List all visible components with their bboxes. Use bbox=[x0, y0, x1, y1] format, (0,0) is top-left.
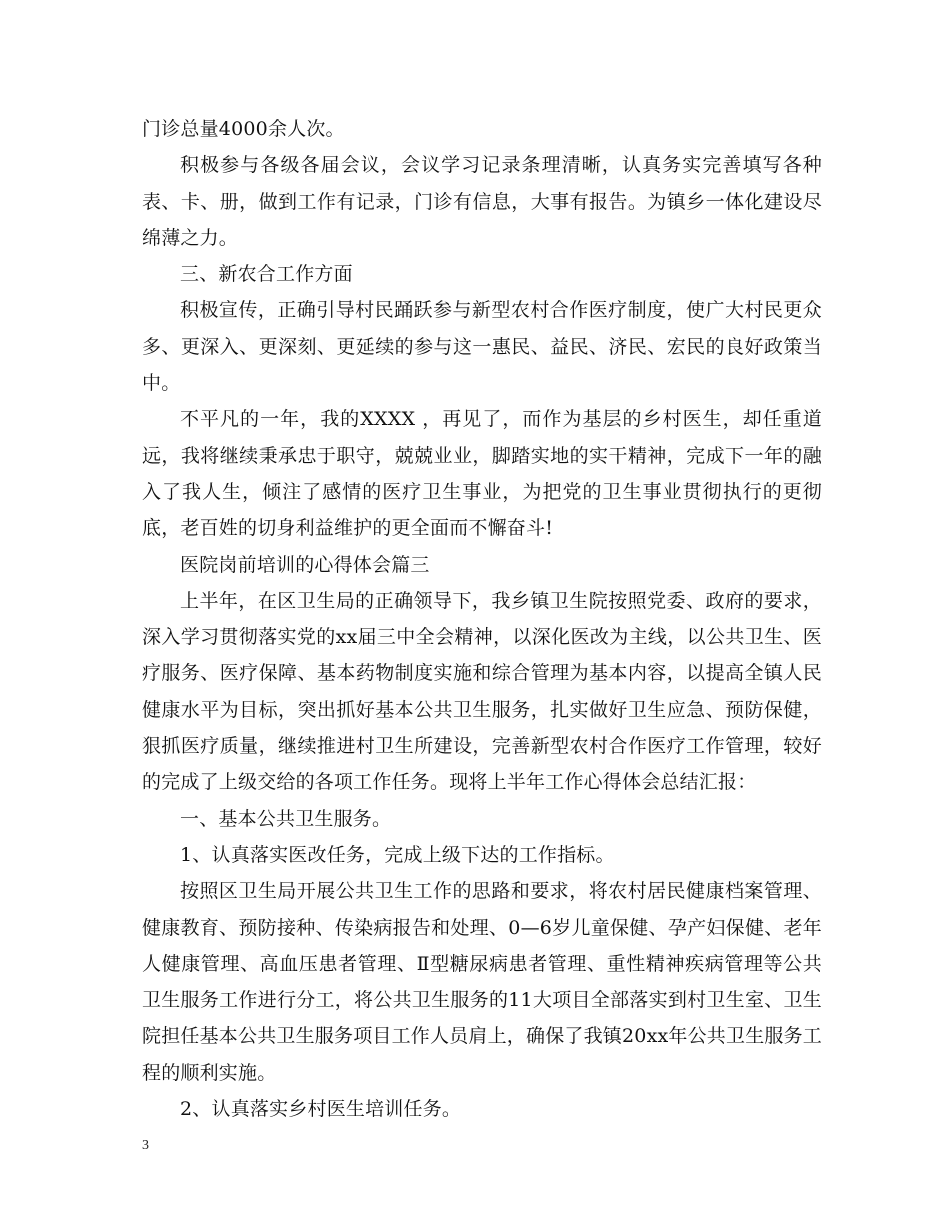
paragraph: 上半年，在区卫生局的正确领导下，我乡镇卫生院按照党委、政府的要求，深入学习贯彻落实党的xx届三中全会精神，以深化医改为主线，以公共卫生、医疗服务、医疗保障、基本药物制度实施和综合管理为基本内容，以提高全镇人民健康水平为目标，突出抓好基本公共卫生服务，扎实做好卫生应急、预防保健，狠抓医疗质量，继续推进村卫生所建设，完善新型农村合作医疗工作管理，较好的完成了上级交给的各项工作任务。现将上半年工作心得体会总结汇报： bbox=[142, 589, 822, 794]
paragraph: 积极参与各级各届会议，会议学习记录条理清晰，认真务实完善填写各种表、卡、册，做到工作有记录，门诊有信息，大事有报告。为镇乡一体化建设尽绵薄之力。 bbox=[142, 154, 822, 249]
section-heading: 三、新农合工作方面 bbox=[180, 263, 353, 286]
paragraph: 按照区卫生局开展公共卫生工作的思路和要求，将农村居民健康档案管理、健康教育、预防接种、传染病报告和处理、0—6岁儿童保健、孕产妇保健、老年人健康管理、高血压患者管理、Ⅱ型糖尿病患者管理、重性精神疾病管理等公共卫生服务工作进行分工，将公共卫生服务的11大项目全部落实到村卫生室、卫生院担任基本公共卫生服务项目工作人员肩上，确保了我镇20xx年公共卫生服务工程的顺利实施。 bbox=[142, 880, 823, 1084]
subsection-heading: 1、认真落实医改任务，完成上级下达的工作指标。 bbox=[180, 843, 615, 866]
paragraph: 积极宣传，正确引导村民踊跃参与新型农村合作医疗制度，使广大村民更众多、更深入、更深刻、更延续的参与这一惠民、益民、济民、宏民的良好政策当中。 bbox=[142, 299, 822, 395]
article-title: 医院岗前培训的心得体会篇三 bbox=[180, 553, 430, 576]
paragraph: 不平凡的一年，我的XXXX ，再见了，而作为基层的乡村医生，却任重道远，我将继续秉承忠于职守，兢兢业业，脚踏实地的实干精神，完成下一年的融入了我人生，倾注了感情的医疗卫生事业，为把党的卫生事业贯彻执行的更彻底，老百姓的切身利益维护的更全面而不懈奋斗! bbox=[142, 408, 822, 540]
paragraph-continuation: 门诊总量4000余人次。 bbox=[142, 118, 345, 140]
subsection-heading: 2、认真落实乡村医生培训任务。 bbox=[180, 1098, 462, 1121]
document-body bbox=[142, 111, 822, 1127]
section-heading: 一、基本公共卫生服务。 bbox=[180, 807, 392, 830]
page-number: 3 bbox=[142, 1138, 149, 1153]
